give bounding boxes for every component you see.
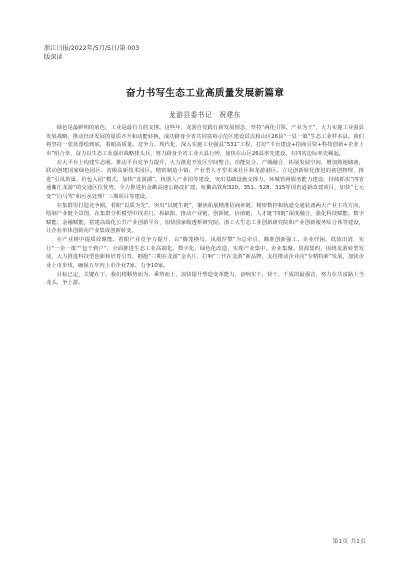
page-number: 第1页 共1页: [332, 539, 366, 545]
article-meta: [44, 44, 139, 62]
article-byline: 龙游县委书记 祝建东: [169, 111, 241, 119]
paragraph: 目标已定，关键在干。我们将顺势而为、乘势而上，加快提升塑造变革能力，奋响实干、快干、干成的最强音，努力在共富路上当龙头、争上游。: [46, 271, 364, 286]
paragraph: 在大平台上构建生态圈。推动平台竞争力提升，大力推进开发区空间整合、功能复合、产城融合，拓展发展空间，增加熟地储备，联动创建国家绿色园区、省级高新技术园区。精密制造小镇、产业型人才型未来社区和龙游港区、立足创新转化推进的初创物理，推进“引凤筑巢、价包入园”模式，加快“龙游湖”、机器人产业园等建设，突出基础设施支撑力，环城管网服务能力建设，持续抓实“四省通衢汇龙游”的交通区位优势，全力推进杭金衢高速公路改扩建、杭衢高铁和320、351、528、315等国省道新改建项目，加快“七元变”“白马驾”和污水处理厂三期项目等建设。: [46, 159, 364, 200]
section-label: 版深读: [44, 54, 63, 61]
source-line: 浙江日报/2022年/5月/5日/第 003: [44, 45, 140, 52]
paragraph: 绿色是最鲜明的底色，工业是最有力的支撑。这些年，龙游自觉践行新发展理念，坚持“两化引领、产业为王”，大力实施工业强县发展战略，推动经济发展的量质齐升和动能转换，成功跻身全省共同富裕示范区建设试点和山区26县“一县一策”生态工业样本县。我们将坚持一张蓝图绘到底，着眼高质量、竞争力、现代化，深入实施工业强县“531”工程，打好“平台建设+招商引资+科技创新+企业上市”组合拳，奋力以生态工业强市战略排头兵，努力跻身全省工业大县行列，加快在山区26县率先建设、在四省边际率先崛起。: [46, 125, 364, 157]
paragraph: 在产业树中提质效聚能。着眼产业竞争力提升，以“腾笼换鸟、凤凰涅槃”为总牵引，瞄准创新强工、企业纾困、低效出清，实行“一企一策”“包干到户”，全面推进生态工业高端化、数字化、绿色化改造，实现产业集中、企业集聚、资源集约，围绕龙游转型发展，大力推进科技型创新和培育引育，拥抱“三期在龙游”金名片，打响“二代在龙游”新品牌，支持推动企业向“专精特新”发展，加快企业上市步伐，确保五年内上市企业7家、力争10家。: [46, 237, 364, 269]
paragraph: 在集群里打造竞争圈。着眼“以质为先”，突出“以链生链”，聚焦拓展精准招商补链、精密数控和轨道交通装备两大产业主攻方向，绘制产业链全景图，在集群分析模型中找差门、拆缺陷，推动产业链、创新链、价值链、人才链“四链”深度融合，强化科技赋能、数字赋能、金融赋能，搭建高端化公共产业创新平台，加快国家级透析研究院、浙工大生态工业创新研究院和产业创新服务综合体等建设，让企业单体创新向产业集成创新转变。: [46, 202, 364, 234]
article-body: [46, 124, 364, 288]
article-title: 奋力书写生态工业高质量发展新篇章: [125, 88, 285, 99]
